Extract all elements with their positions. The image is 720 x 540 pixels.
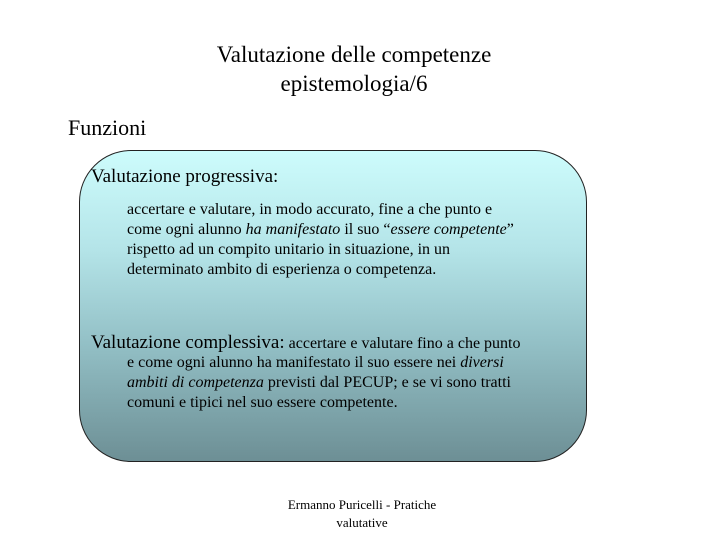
progressiva-emphasis-manifestato: ha manifestato <box>245 221 341 238</box>
complessiva-line-4: comuni e tipici nel suo essere competente. <box>127 394 398 411</box>
complessiva-first-line-rest: accertare e valutare fino a che punto <box>284 335 521 352</box>
complessiva-line-3 <box>127 373 511 393</box>
complessiva-line-2 <box>127 353 511 373</box>
progressiva-line-1: accertare e valutare, in modo accurato, fine a che punto e <box>127 201 493 218</box>
slide-title-line-2: epistemologia/6 <box>280 71 428 96</box>
complessiva-text <box>127 353 511 413</box>
progressiva-line-2-a: come ogni alunno <box>127 221 246 238</box>
footer-line-2: valutative <box>336 515 388 530</box>
section-heading: Funzioni <box>68 115 147 140</box>
progressiva-line-2-c: il suo “ <box>340 221 391 238</box>
progressiva-colon: : <box>273 166 279 187</box>
complessiva-emphasis-diversi: diversi <box>460 354 504 371</box>
complessiva-label: Valutazione complessiva: <box>91 332 285 353</box>
footer-line-1: Ermanno Puricelli - Pratiche <box>287 497 437 512</box>
complessiva-emphasis-ambiti: ambiti di competenza <box>127 374 264 391</box>
progressiva-line-2 <box>127 220 514 240</box>
complessiva-line-2-a: e come ogni alunno ha manifestato il suo essere nei <box>127 354 461 371</box>
complessiva-line-3-b: previsti dal PECUP; e se vi sono tratti <box>263 374 511 391</box>
slide-title <box>0 40 708 98</box>
complessiva-heading <box>91 331 521 355</box>
progressiva-line-2-e: ” <box>506 221 514 238</box>
valutazione-complessiva-block <box>91 331 521 411</box>
progressiva-line-4: determinato ambito di esperienza o competenza. <box>127 261 437 278</box>
progressiva-emphasis-essere-competente: essere competente <box>390 221 507 238</box>
progressiva-label: Valutazione progressiva <box>91 166 274 187</box>
slide-title-line-1: Valutazione delle competenze <box>216 42 492 67</box>
progressiva-heading <box>91 165 278 188</box>
progressiva-text <box>127 200 514 280</box>
valutazione-progressiva-block <box>91 165 514 278</box>
footer-credit <box>262 496 462 532</box>
progressiva-line-3: rispetto ad un compito unitario in situazione, in un <box>127 241 451 258</box>
rounded-content-panel <box>79 150 587 462</box>
